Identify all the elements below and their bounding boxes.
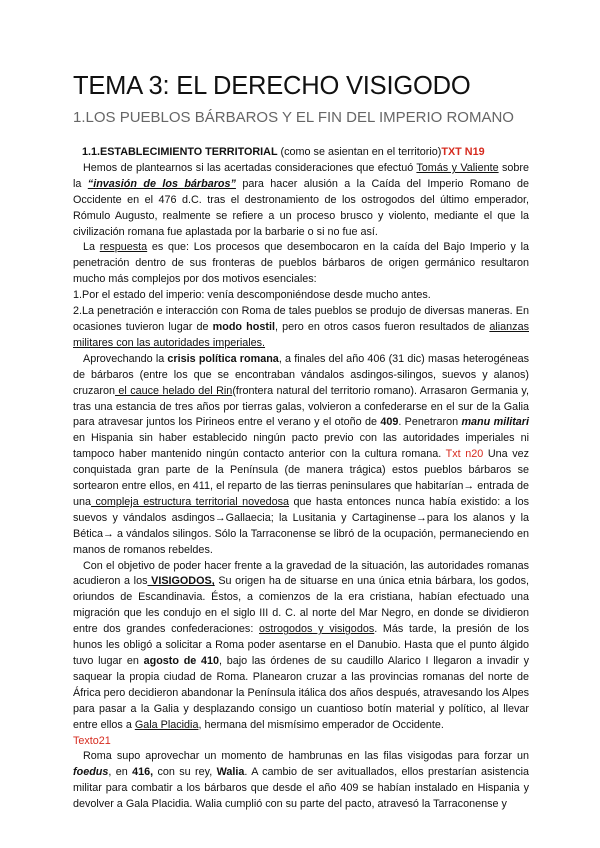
crisis-term: crisis política romana <box>167 352 279 365</box>
year-416: 416, <box>132 766 154 779</box>
visigodos-term: VISIGODOS, <box>147 575 215 588</box>
walia-term: Walia <box>216 766 245 779</box>
respuesta-term: respuesta <box>99 241 148 254</box>
author-name: Tomás y Valiente <box>416 161 499 174</box>
rin-term: el cauce helado del Rin <box>115 384 233 397</box>
paragraph-4: Con el objetivo de poder hacer frente a la gravedad de la situación, las autoridades romanas acudieron a los VISIGODOS, Su origen ha de situarse en una única etnia bárbara, los godos, oriundos de Escandinavia. Éstos, a comienzos de la era cristiana, habían efectuado una migración que les condujo en el siglo III d. C. al norte del Mar Negro, en donde se dividieron entre dos grandes confederaciones: ostrogodos y visigodos. Más tarde, la presión de los hunos les obligó a solicitar a Roma poder asentarse en el Danubio. Hasta que el punto álgido tuvo lugar en agosto de 410, bajo las órdenes de su caudillo Alarico I llegaron a invadir y saquear la propia ciudad de Roma. Planearon cruzar a las provincias romanas del norte de África pero decidieron abandonar la Península itálica dos años después, atravesando los Alpes para pasar a la Galia y desplazando consigo un cuantioso botín material y político, al llevar entre ellos a Gala Placidia, hermana del mismísimo emperador de Occidente. <box>73 559 529 731</box>
section-heading-note: (como se asientan en el territorio) <box>277 146 442 158</box>
page-title: TEMA 3: EL DERECHO VISIGODO <box>73 72 471 100</box>
alianzas-term: alianzas militares con las autoridades imperiales. <box>73 320 529 349</box>
paragraph-5: Roma supo aprovechar un momento de hambrunas en las filas visigodas para forzar un foedus, en 416, con su rey, Walia. A cambio de ser avituallados, ellos prestarían asistencia militar para combatir a los bárbaros que desde el año 409 se habían instalado en Hispania y devolver a Gala Placidia. Walia cumplió con su parte del pacto, atravesó la Tarraconense y <box>73 750 529 811</box>
paragraph-2: La respuesta es que: Los procesos que desembocaron en la caída del Bajo Imperio y la penetración dentro de sus fronteras de pueblos bárbaros de origen germánico resultaron mucho más complejos por dos motivos esenciales: <box>73 241 529 286</box>
txt-n20-reference: Txt n20 <box>445 448 484 461</box>
section-heading-title: 1.1.ESTABLECIMIENTO TERRITORIAL <box>82 146 278 158</box>
txt-reference: TXT N19 <box>441 146 485 158</box>
section-heading <box>73 145 529 161</box>
modo-hostil-term: modo hostil <box>212 320 275 333</box>
agosto-410-term: agosto de 410 <box>143 655 220 667</box>
ostrogodos-term: ostrogodos y visigodos <box>259 623 375 636</box>
paragraph-1: Hemos de plantearnos si las acertadas consideraciones que efectuó Tomás y Valiente sobre la “invasión de los bárbaros” para hacer alusión a la Caída del Imperio Romano de Occidente en el 476 d.C. tras el destronamiento de los ostrogodos del último emperador, Rómulo Augusto, realmente se refiere a un proceso brusco y violento, mediante el que la civilización romana fue aplastada por la barbarie o si no fue así. <box>73 161 530 238</box>
gala-placidia-term: Gala Placidia <box>134 718 199 731</box>
document-body <box>73 145 529 813</box>
compleja-estructura-term: compleja estructura territorial novedosa <box>91 495 289 508</box>
page-subtitle: 1.LOS PUEBLOS BÁRBAROS Y EL FIN DEL IMPERIO ROMANO <box>73 109 514 126</box>
paragraph-3: Aprovechando la crisis política romana, a finales del año 406 (31 dic) masas heterogéneas de bárbaros (entre los que se encontraban vándalos asdingos-silingos, suevos y alanos) cruzaron el cauce helado del Rin(frontera natural del territorio romano). Arrasaron Germania y, tras una estancia de tres años por tierras galas, volvieron a confederarse en el sur de la Galia para atravesar juntos los Pirineos entre el verano y el otoño de 409. Penetraron manu militari en Hispania sin haber establecido ningún pacto previo con las autoridades imperiales ni tampoco haber mantenido ningún contacto anterior con la cultura romana. Txt n20 Una vez conquistada gran parte de la Península (de manera trágica) estos pueblos bárbaros se sortearon entre ellos, en 411, el reparto de las tierras peninsulares que habitarían→ entrada de una compleja estructura territorial novedosa que hasta entonces nunca había existido: a los suevos y vándalos asdingos→Gallaecia; la Lusitania y Cartaginense→para los alanos y la Bética→ a vándalos silingos. Sólo la Tarraconense se libró de la ocupación, permaneciendo en manos de romanos rebeldes. <box>73 352 530 556</box>
year-409: 409 <box>380 416 399 429</box>
texto21-reference: Texto21 <box>73 734 111 747</box>
list-item-1: 1.Por el estado del imperio: venía descomponiéndose desde mucho antes. <box>73 289 431 302</box>
invasion-quote: “invasión de los bárbaros” <box>87 177 236 190</box>
manu-militari-term: manu militari <box>461 416 530 429</box>
list-item-2: 2.La penetración e interacción con Roma de tales pueblos se produjo de diversas maneras. En ocasiones tuvieron lugar de modo hostil, pero en otros casos fueron resultados de alianzas militares con las autoridades imperiales. <box>73 305 529 349</box>
foedus-term: foedus <box>73 766 109 779</box>
